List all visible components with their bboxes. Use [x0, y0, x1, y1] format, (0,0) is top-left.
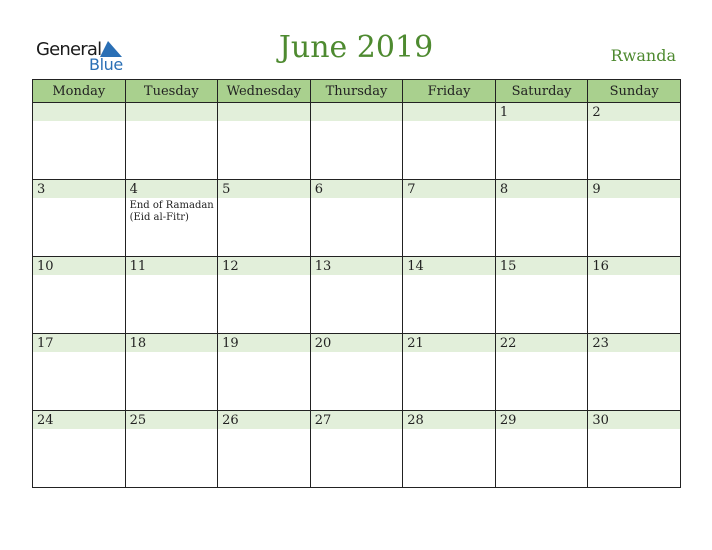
day-number — [33, 103, 125, 121]
day-cell — [403, 257, 496, 334]
day-cell — [495, 180, 588, 257]
day-cell — [403, 411, 496, 488]
day-cell — [125, 411, 218, 488]
day-number: 16 — [588, 257, 680, 275]
day-number: 26 — [218, 411, 310, 429]
weekday-header-row — [33, 80, 681, 103]
day-number: 24 — [33, 411, 125, 429]
day-cell — [33, 411, 126, 488]
day-cell — [588, 103, 681, 180]
day-number — [403, 103, 495, 121]
day-cell — [218, 257, 311, 334]
day-number: 25 — [126, 411, 218, 429]
day-number: 7 — [403, 180, 495, 198]
calendar-title: June 2019 — [278, 30, 434, 65]
weekday-header: Friday — [403, 80, 496, 103]
day-cell — [588, 334, 681, 411]
day-cell — [125, 180, 218, 257]
day-cell — [310, 411, 403, 488]
logo-text-blue: Blue — [89, 55, 123, 74]
day-cell — [310, 180, 403, 257]
day-number: 14 — [403, 257, 495, 275]
day-number: 5 — [218, 180, 310, 198]
day-cell — [125, 334, 218, 411]
day-cell — [33, 257, 126, 334]
day-number: 9 — [588, 180, 680, 198]
day-cell — [310, 103, 403, 180]
holiday-label: End of Ramadan (Eid al-Fitr) — [129, 200, 214, 223]
weekday-header: Tuesday — [125, 80, 218, 103]
week-row — [33, 103, 681, 180]
day-number: 29 — [496, 411, 588, 429]
day-cell — [218, 180, 311, 257]
day-number: 1 — [496, 103, 588, 121]
week-row — [33, 180, 681, 257]
weekday-header: Saturday — [495, 80, 588, 103]
week-row — [33, 334, 681, 411]
week-row — [33, 411, 681, 488]
day-cell — [33, 334, 126, 411]
week-row — [33, 257, 681, 334]
day-number: 13 — [311, 257, 403, 275]
day-number: 18 — [126, 334, 218, 352]
day-cell — [218, 334, 311, 411]
day-cell — [125, 257, 218, 334]
day-cell — [218, 103, 311, 180]
day-number: 3 — [33, 180, 125, 198]
day-cell — [310, 257, 403, 334]
day-number: 10 — [33, 257, 125, 275]
day-number: 8 — [496, 180, 588, 198]
logo-text-general: General — [36, 39, 102, 60]
weekday-header: Thursday — [310, 80, 403, 103]
day-number: 30 — [588, 411, 680, 429]
day-number: 6 — [311, 180, 403, 198]
day-number — [218, 103, 310, 121]
day-number: 15 — [496, 257, 588, 275]
day-number: 20 — [311, 334, 403, 352]
day-cell — [403, 180, 496, 257]
weekday-header: Sunday — [588, 80, 681, 103]
day-number: 11 — [126, 257, 218, 275]
day-cell — [33, 103, 126, 180]
day-cell — [403, 334, 496, 411]
day-number: 12 — [218, 257, 310, 275]
calendar-grid — [32, 79, 681, 488]
day-cell — [218, 411, 311, 488]
day-number: 19 — [218, 334, 310, 352]
day-cell — [310, 334, 403, 411]
day-number: 2 — [588, 103, 680, 121]
day-cell — [588, 180, 681, 257]
day-number: 22 — [496, 334, 588, 352]
day-cell — [588, 411, 681, 488]
day-cell — [495, 411, 588, 488]
day-cell — [403, 103, 496, 180]
day-cell — [495, 103, 588, 180]
day-cell — [125, 103, 218, 180]
day-number: 28 — [403, 411, 495, 429]
day-number: 23 — [588, 334, 680, 352]
day-number: 27 — [311, 411, 403, 429]
country-label: Rwanda — [610, 46, 676, 65]
day-cell — [588, 257, 681, 334]
day-cell — [495, 334, 588, 411]
day-number: 4 — [126, 180, 218, 198]
day-cell — [495, 257, 588, 334]
day-number — [311, 103, 403, 121]
day-number: 21 — [403, 334, 495, 352]
day-number: 17 — [33, 334, 125, 352]
weekday-header: Wednesday — [218, 80, 311, 103]
weekday-header: Monday — [33, 80, 126, 103]
day-number — [126, 103, 218, 121]
day-cell — [33, 180, 126, 257]
